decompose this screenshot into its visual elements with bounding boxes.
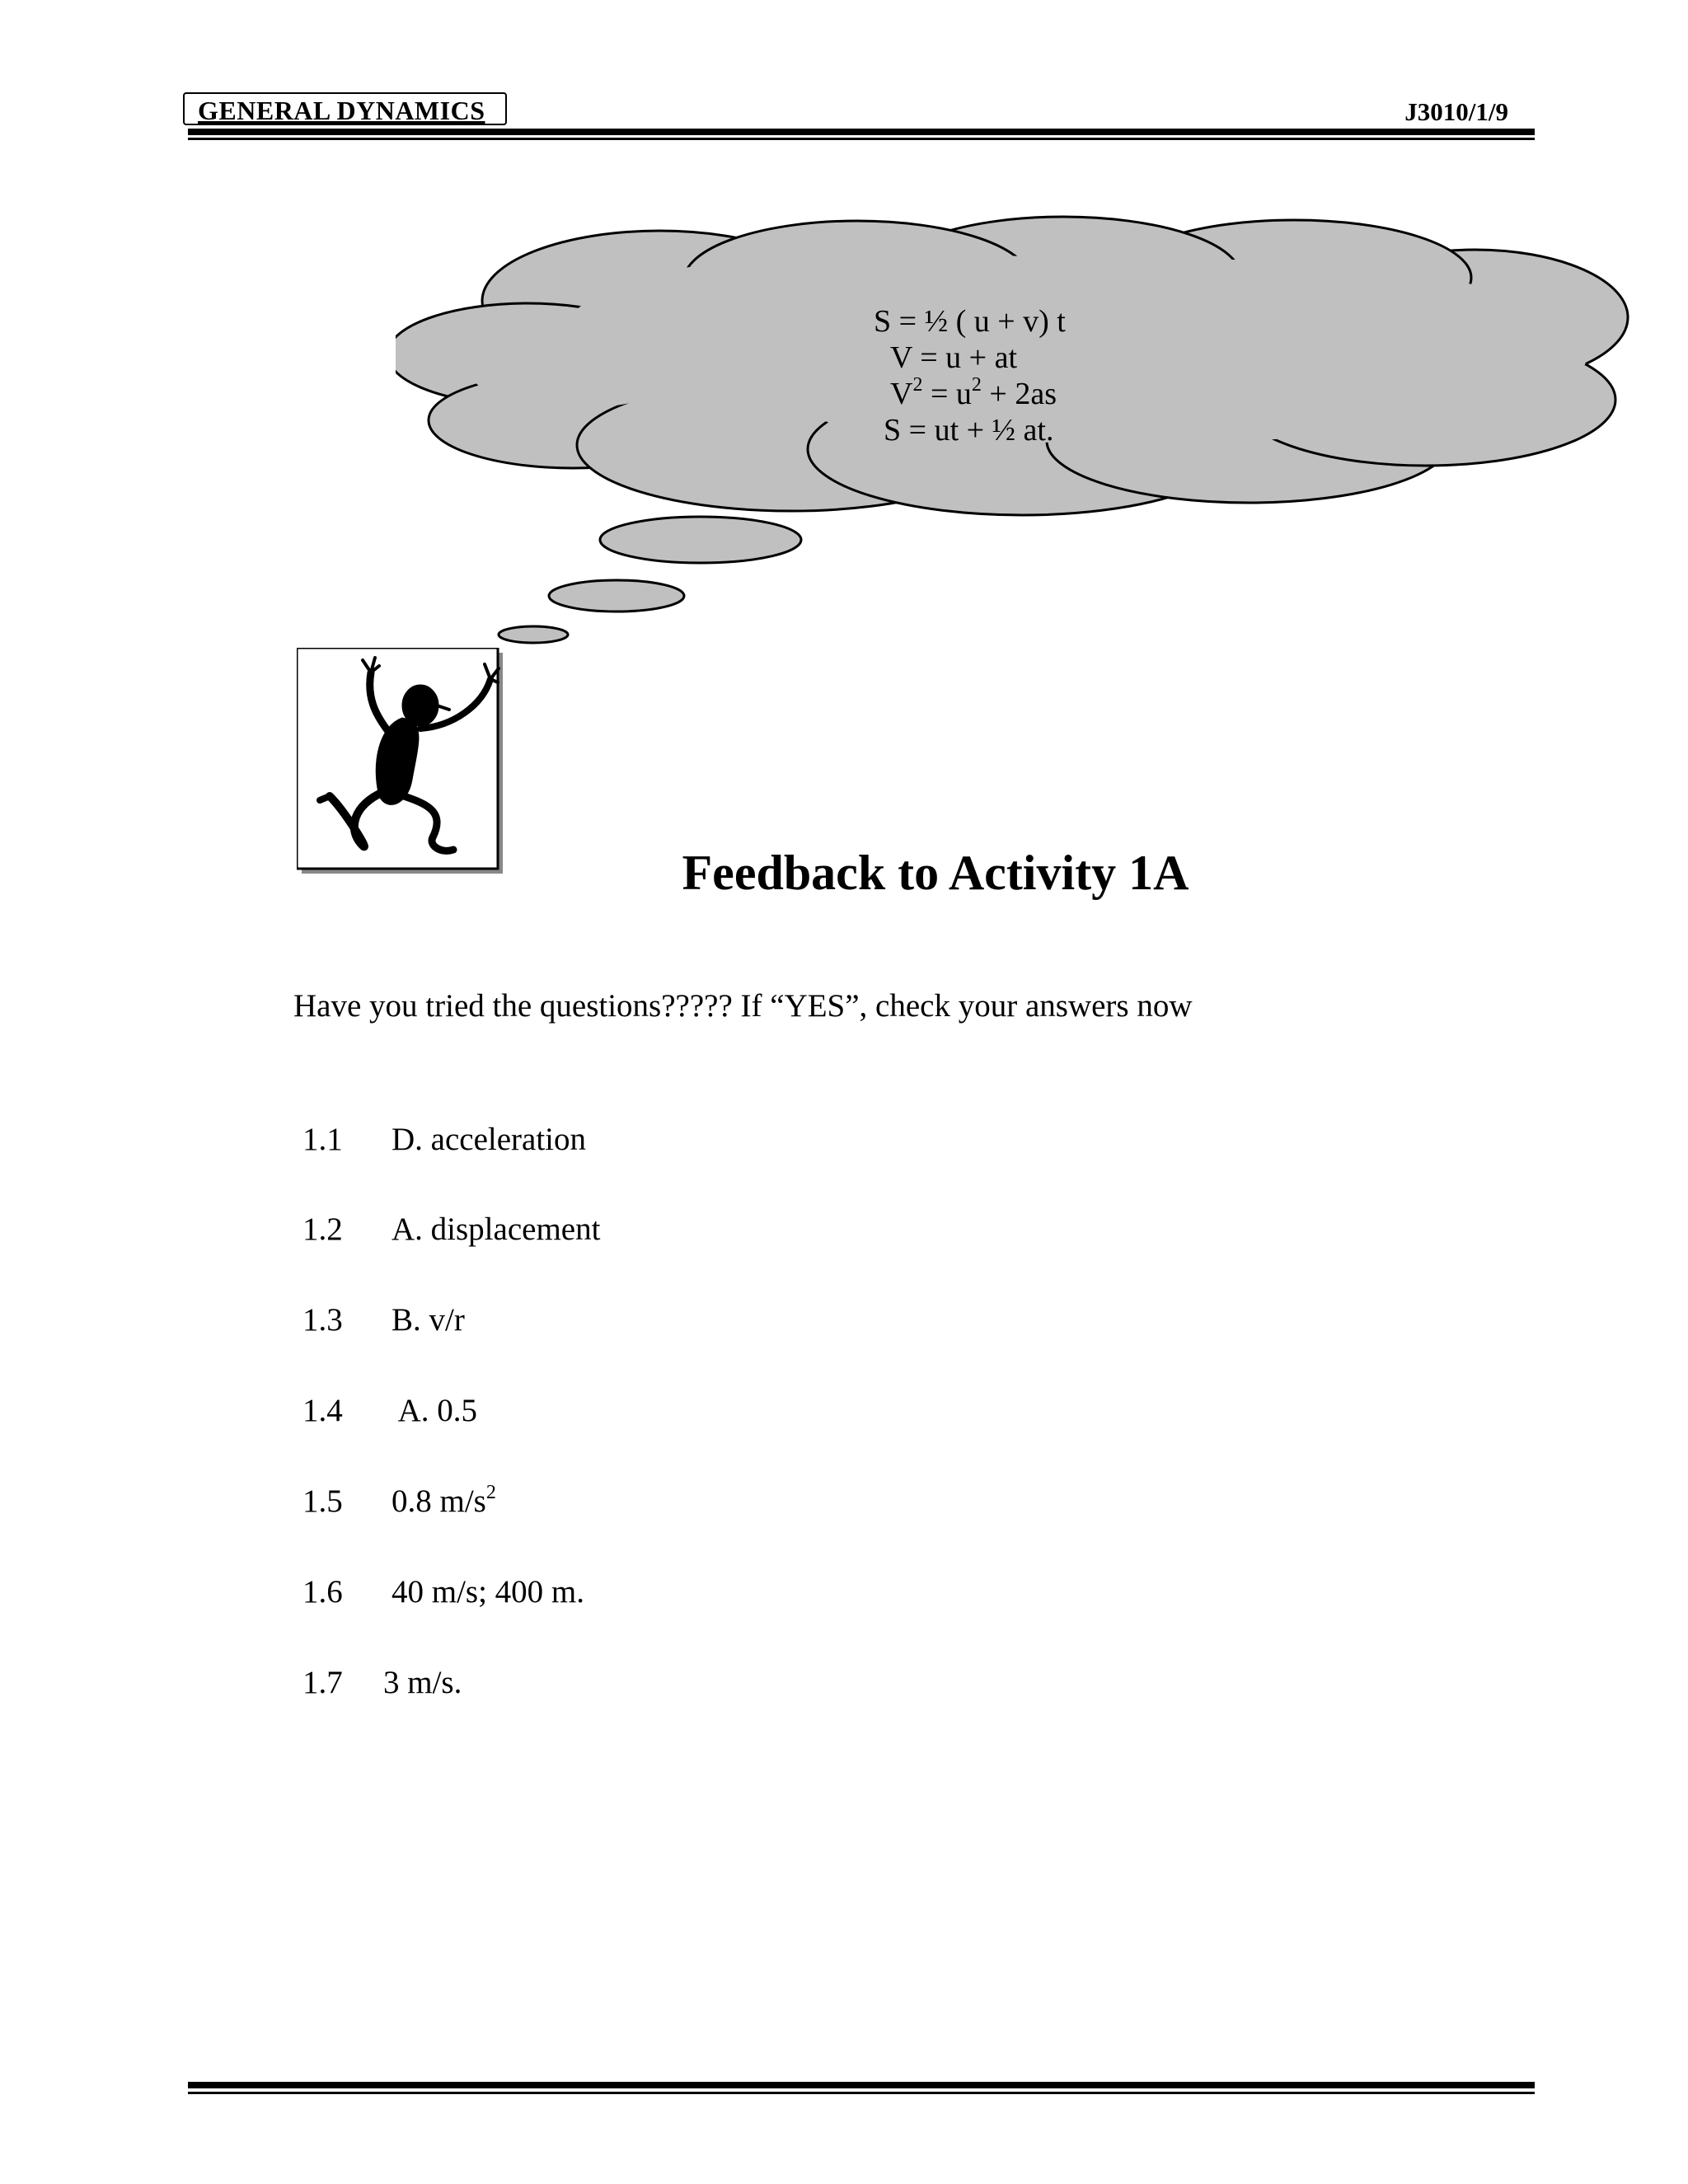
footer-rule-thick xyxy=(188,2082,1535,2088)
header-page-code: J3010/1/9 xyxy=(1404,97,1508,126)
kinematics-formulas xyxy=(857,303,1121,448)
answer-text: 3 m/s. xyxy=(383,1665,462,1700)
footer-rule-thin xyxy=(188,2092,1535,2094)
formula-line-2: V = u + at xyxy=(890,340,1018,375)
answer-text: A. 0.5 xyxy=(392,1393,478,1428)
answer-number: 1.1 xyxy=(302,1122,343,1157)
answer-text: A. displacement xyxy=(392,1212,601,1247)
header-course-title: GENERAL DYNAMICS xyxy=(198,96,485,125)
answer-text: 0.8 m/s xyxy=(392,1483,486,1519)
answer-item xyxy=(302,1211,600,1248)
page-title: Feedback to Activity 1A xyxy=(682,846,1189,900)
formula-line-3: $V^2 = u^2 + 2as$ xyxy=(890,374,1057,411)
answer-number: 1.2 xyxy=(302,1212,343,1247)
thought-bubble-small xyxy=(499,626,568,643)
thought-bubble-medium xyxy=(549,580,684,612)
answer-text: D. acceleration xyxy=(392,1122,587,1157)
formula-line-4: S = ut + ½ at. xyxy=(884,413,1054,448)
answer-item xyxy=(302,1392,477,1429)
answer-item xyxy=(302,1664,462,1701)
thought-bubble-large xyxy=(600,517,801,563)
answer-text: B. v/r xyxy=(392,1302,465,1338)
answer-number: 1.7 xyxy=(302,1665,343,1700)
answer-number: 1.3 xyxy=(302,1302,343,1338)
header-rule-thick xyxy=(188,129,1535,135)
answer-superscript: 2 xyxy=(485,1482,496,1503)
formula-line-1: S = ½ ( u + v) t xyxy=(874,304,1066,339)
intro-text: Have you tried the questions????? If “YES”, check your answers now xyxy=(293,988,1193,1024)
answer-number: 1.6 xyxy=(302,1574,343,1610)
answer-item xyxy=(302,1301,465,1338)
answer-number: 1.5 xyxy=(302,1483,343,1519)
answer-text: 40 m/s; 400 m. xyxy=(392,1574,585,1610)
thinking-stick-figure-icon xyxy=(297,648,503,874)
answer-item xyxy=(302,1121,586,1158)
answer-number: 1.4 xyxy=(302,1393,343,1428)
header-rule-thin xyxy=(188,138,1535,140)
answer-item xyxy=(302,1483,496,1520)
answer-item xyxy=(302,1573,584,1610)
